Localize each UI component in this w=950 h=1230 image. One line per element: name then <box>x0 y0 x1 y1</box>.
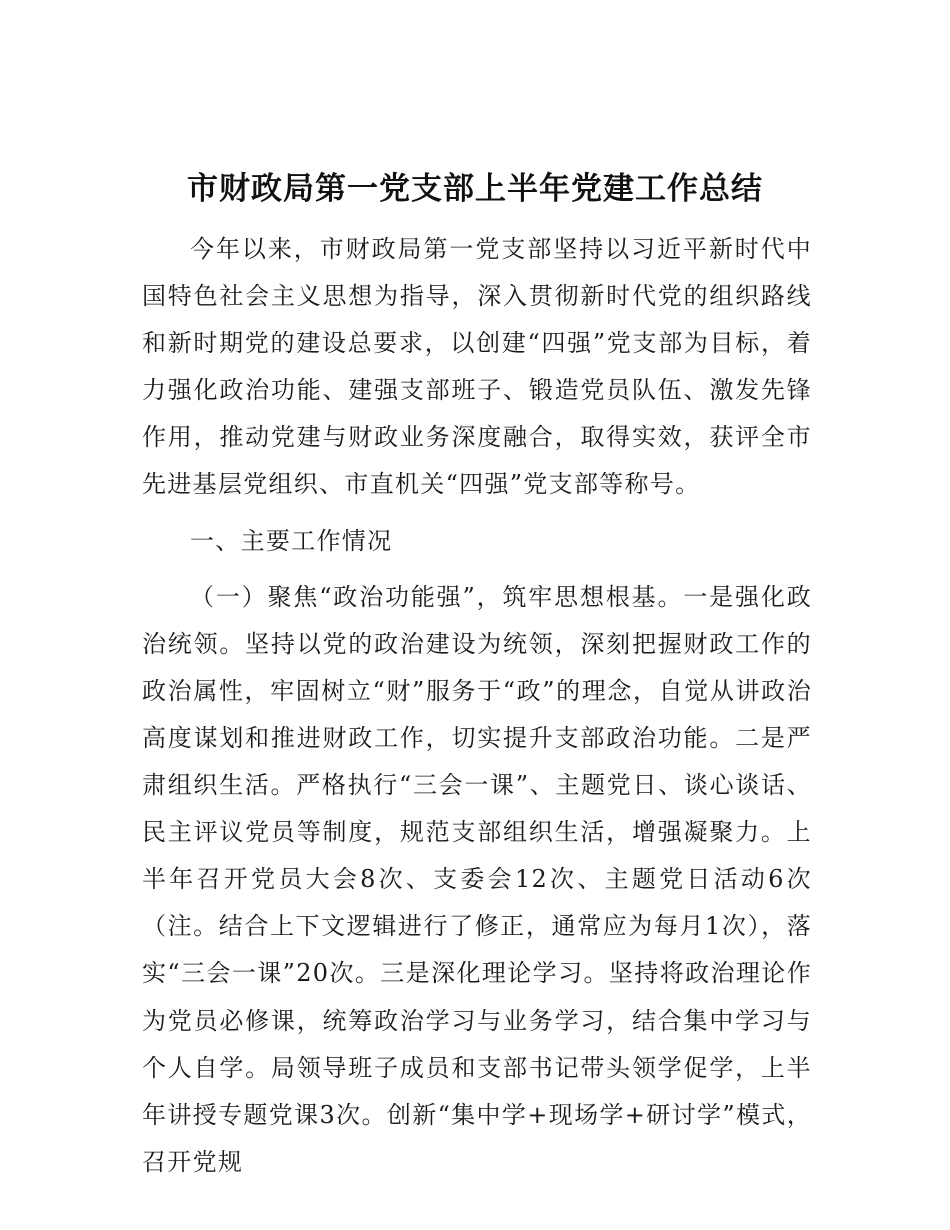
intro-paragraph: 今年以来，市财政局第一党支部坚持以习近平新时代中国特色社会主义思想为指导，深入贯彻新时代党的组织路线和新时期党的建设总要求，以创建“四强”党支部为目标，着力强化政治功能、建强支部班子、锻造党员队伍、激发先锋作用，推动党建与财政业务深度融合，取得实效，获评全市先进基层党组织、市直机关“四强”党支部等称号。 <box>142 235 812 499</box>
paragraph-gap <box>142 565 812 574</box>
document-body <box>142 226 812 1186</box>
document-title: 市财政局第一党支部上半年党建工作总结 <box>187 171 763 207</box>
paragraph-gap <box>142 509 812 518</box>
body-paragraph: （一）聚焦“政治功能强”，筑牢思想根基。一是强化政治统领。坚持以党的政治建设为统领，深刻把握财政工作的政治属性，牢固树立“财”服务于“政”的理念，自觉从讲政治高度谋划和推进财政工作，切实提升支部政治功能。二是严肃组织生活。严格执行“三会一课”、主题党日、谈心谈话、民主评议党员等制度，规范支部组织生活，增强凝聚力。上半年召开党员大会8次、支委会12次、主题党日活动6次（注。结合上下文逻辑进行了修正，通常应为每月1次），落实“三会一课”20次。三是深化理论学习。坚持将政治理论作为党员必修课，统筹政治学习与业务学习，结合集中学习与个人自学。局领导班子成员和支部书记带头领学促学，上半年讲授专题党课3次。创新“集中学+现场学+研讨学”模式，召开党规 <box>142 582 812 1176</box>
section-heading: 一、主要工作情况 <box>190 526 393 555</box>
